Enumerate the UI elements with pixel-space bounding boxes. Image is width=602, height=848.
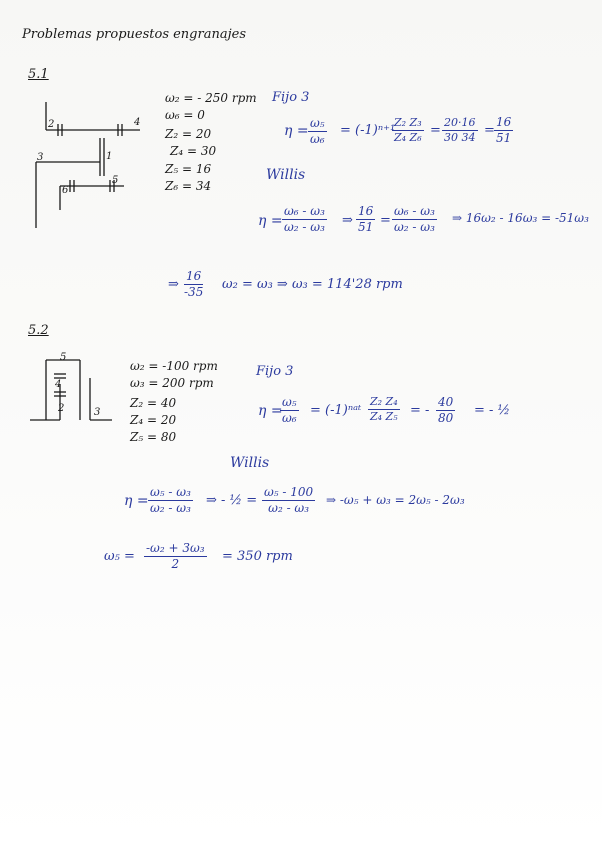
diagram-label: 3 — [94, 407, 101, 418]
equation-part: = — [430, 123, 441, 138]
given-value: ω₆ = 0 — [165, 108, 205, 122]
equation-part: = (-1)ⁿ⁺¹ — [340, 123, 396, 138]
diagram-label: 4 — [134, 117, 141, 128]
fraction-den: ω₂ - ω₃ — [268, 500, 310, 515]
fraction-den: 51 — [358, 219, 374, 234]
equation-part: ⇒ — [168, 277, 179, 292]
page-title: Problemas propuestos engranajes — [22, 27, 246, 42]
diagram-label: 5 — [112, 175, 119, 186]
fraction — [436, 396, 455, 424]
fraction-num: -ω₂ + 3ω₃ — [146, 541, 205, 555]
equation-lhs: η = — [258, 403, 283, 419]
fraction — [144, 542, 207, 570]
fraction-num: 16 — [186, 269, 202, 283]
fraction — [368, 396, 400, 422]
equation-part: ⇒ -ω₅ + ω₃ = 2ω₅ - 2ω₃ — [326, 493, 465, 507]
result-line: ω₂ = ω₃ ⇒ ω₃ = 114'28 rpm — [222, 277, 403, 292]
fraction-num: ω₅ — [282, 395, 297, 409]
given-value: ω₂ = - 250 rpm — [165, 91, 257, 105]
fraction-den: Z₄ Z₅ — [370, 409, 398, 423]
fraction-num: ω₅ - 100 — [264, 485, 314, 499]
given-value: Z₅ = 80 — [130, 430, 177, 444]
fraction-den: -35 — [184, 284, 204, 299]
fraction-num: ω₆ - ω₃ — [284, 204, 325, 218]
equation-lhs: η = — [258, 213, 283, 229]
equation-part: = — [484, 123, 495, 138]
fraction — [280, 396, 299, 424]
fraction-num: 40 — [438, 395, 454, 409]
fraction-num: Z₂ Z₃ — [394, 116, 422, 129]
diagram-label: 2 — [48, 119, 55, 130]
willis-heading: Willis — [230, 455, 270, 471]
equation-part: ⇒ - ½ = — [206, 493, 258, 508]
equation-part: = - ½ — [474, 403, 511, 418]
diagram-label: 1 — [106, 151, 113, 162]
fraction — [148, 486, 193, 514]
section-heading-5-1: 5.1 — [28, 67, 49, 82]
diagram-label: 5 — [60, 352, 67, 363]
fixed-note: Fijo 3 — [272, 90, 310, 105]
equation-part: = — [380, 213, 391, 228]
fraction-den: 80 — [438, 410, 454, 425]
given-value: Z₄ = 20 — [130, 413, 177, 427]
fraction-den: ω₂ - ω₃ — [150, 500, 191, 515]
fraction-den: ω₆ — [282, 410, 297, 425]
willis-heading: Willis — [266, 167, 306, 183]
fraction — [262, 486, 315, 514]
fraction-den: Z₄ Z₆ — [394, 130, 422, 144]
section-heading-5-2: 5.2 — [28, 323, 49, 338]
fraction-num: Z₂ Z₄ — [370, 395, 398, 408]
fraction-den: ω₂ - ω₃ — [394, 219, 435, 234]
fraction-den: ω₂ - ω₃ — [284, 219, 325, 234]
diagram-label: 4 — [55, 379, 62, 390]
given-value: Z₅ = 16 — [165, 162, 212, 176]
equation-lhs: η = — [284, 123, 309, 139]
equation-part: ⇒ — [342, 213, 353, 228]
fraction-num: ω₅ - ω₃ — [150, 485, 191, 499]
fixed-note: Fijo 3 — [256, 364, 294, 379]
fraction-den: 30 34 — [444, 130, 476, 144]
equation-part: ⇒ 16ω₂ - 16ω₃ = -51ω₃ — [452, 211, 589, 225]
fraction-num: 16 — [358, 204, 374, 218]
fraction-num: ω₆ - ω₃ — [394, 204, 435, 218]
equation-lhs: η = — [124, 493, 149, 509]
fraction-den: 51 — [496, 130, 512, 145]
equation-part: = (-1)ⁿᵃᵗ — [310, 403, 362, 418]
given-value: Z₆ = 34 — [165, 179, 212, 193]
fraction-den: ω₆ — [310, 131, 325, 146]
given-value: ω₃ = 200 rpm — [130, 376, 214, 390]
fraction-num: 16 — [496, 115, 512, 129]
given-value: Z₂ = 40 — [130, 396, 177, 410]
diagram-label: 6 — [62, 185, 69, 196]
diagram-label: 3 — [37, 152, 44, 163]
diagram-label: 2 — [58, 403, 65, 414]
given-value: Z₂ = 20 — [165, 127, 212, 141]
equation-part: = - — [410, 403, 430, 418]
fraction-den: 2 — [171, 556, 180, 571]
given-value: ω₂ = -100 rpm — [130, 359, 218, 373]
fraction-num: ω₅ — [310, 116, 325, 130]
fraction-num: 20·16 — [444, 116, 476, 129]
given-value: Z₄ = 30 — [170, 144, 217, 158]
equation-lhs: ω₅ = — [104, 549, 135, 564]
result-line: = 350 rpm — [222, 549, 293, 564]
